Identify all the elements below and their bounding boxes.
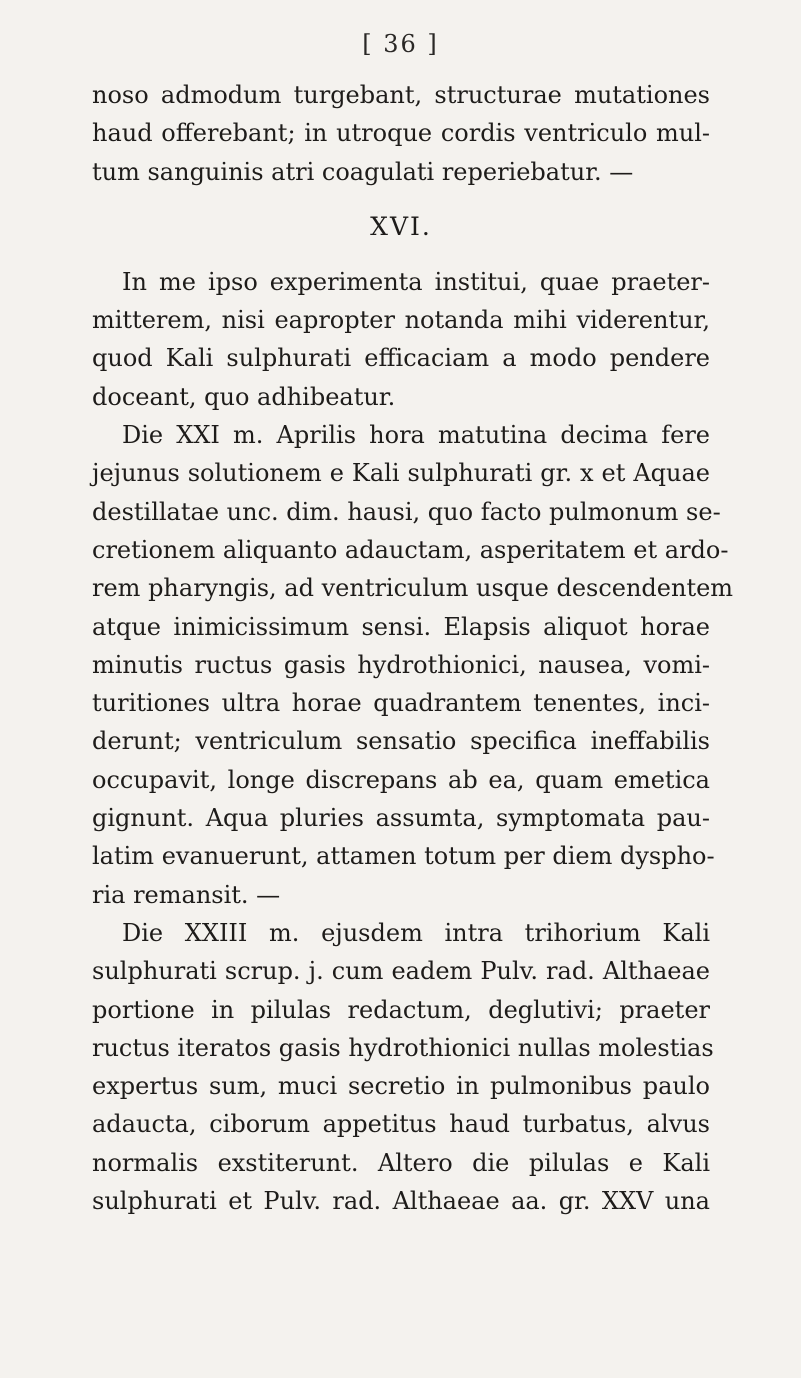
text-line: mitterem, nisi eapropter notanda mihi viderentur, xyxy=(92,306,710,335)
text-line: rem pharyngis, ad ventriculum usque descendentem xyxy=(92,574,734,603)
text-line: latim evanuerunt, attamen totum per diem dyspho- xyxy=(92,842,715,871)
text-line: destillatae unc. dim. hausi, quo facto pulmonum se- xyxy=(92,497,721,526)
text-line: sulphurati et Pulv. rad. Althaeae aa. gr. XXV una xyxy=(92,1187,710,1216)
text-line: In me ipso experimenta institui, quae praeter- xyxy=(122,267,710,296)
text-line: tum sanguinis atri coagulati reperiebatur. — xyxy=(92,157,634,186)
text-line: Die XXI m. Aprilis hora matutina decima fere xyxy=(122,421,710,450)
text-line: gignunt. Aqua pluries assumta, symptomata pau- xyxy=(92,804,710,833)
text-line: minutis ructus gasis hydrothionici, nausea, vomi- xyxy=(92,650,710,679)
text-line: quod Kali sulphurati efficaciam a modo pendere xyxy=(92,344,710,373)
text-line: jejunus solutionem e Kali sulphurati gr. x et Aquae xyxy=(92,459,710,488)
text-line: ria remansit. — xyxy=(92,880,281,909)
text-line: atque inimicissimum sensi. Elapsis aliquot horae xyxy=(92,612,710,641)
text-line: expertus sum, muci secretio in pulmonibus paulo xyxy=(92,1072,710,1101)
paragraph-1 xyxy=(92,263,710,416)
text-line: occupavit, longe discrepans ab ea, quam emetica xyxy=(92,765,710,794)
text-line: cretionem aliquanto adauctam, asperitatem et ardo- xyxy=(92,535,729,564)
text-line: adaucta, ciborum appetitus haud turbatus, alvus xyxy=(92,1110,710,1139)
text-line: normalis exstiterunt. Altero die pilulas e Kali xyxy=(92,1148,710,1177)
paragraph-2 xyxy=(92,416,734,914)
section-heading: XVI. xyxy=(370,211,432,241)
page-number: [ 36 ] xyxy=(362,30,439,58)
text-line: doceant, quo adhibeatur. xyxy=(92,382,396,411)
text-line: ructus iteratos gasis hydrothionici nullas molestias xyxy=(92,1033,714,1062)
text-line: turitiones ultra horae quadrantem tenentes, inci- xyxy=(92,689,710,718)
paragraph-3 xyxy=(92,914,714,1220)
text-line: noso admodum turgebant, structurae mutationes xyxy=(92,81,710,109)
text-line: derunt; ventriculum sensatio specifica ineffabilis xyxy=(92,727,710,756)
text-line: haud offerebant; in utroque cordis ventriculo mul- xyxy=(92,119,710,148)
text-line: sulphurati scrup. j. cum eadem Pulv. rad. Althaeae xyxy=(92,957,710,986)
text-line: portione in pilulas redactum, deglutivi; praeter xyxy=(92,995,710,1024)
text-line: Die XXIII m. ejusdem intra trihorium Kali xyxy=(122,918,710,947)
paragraph-continued xyxy=(92,76,710,191)
page-text xyxy=(92,76,734,1220)
